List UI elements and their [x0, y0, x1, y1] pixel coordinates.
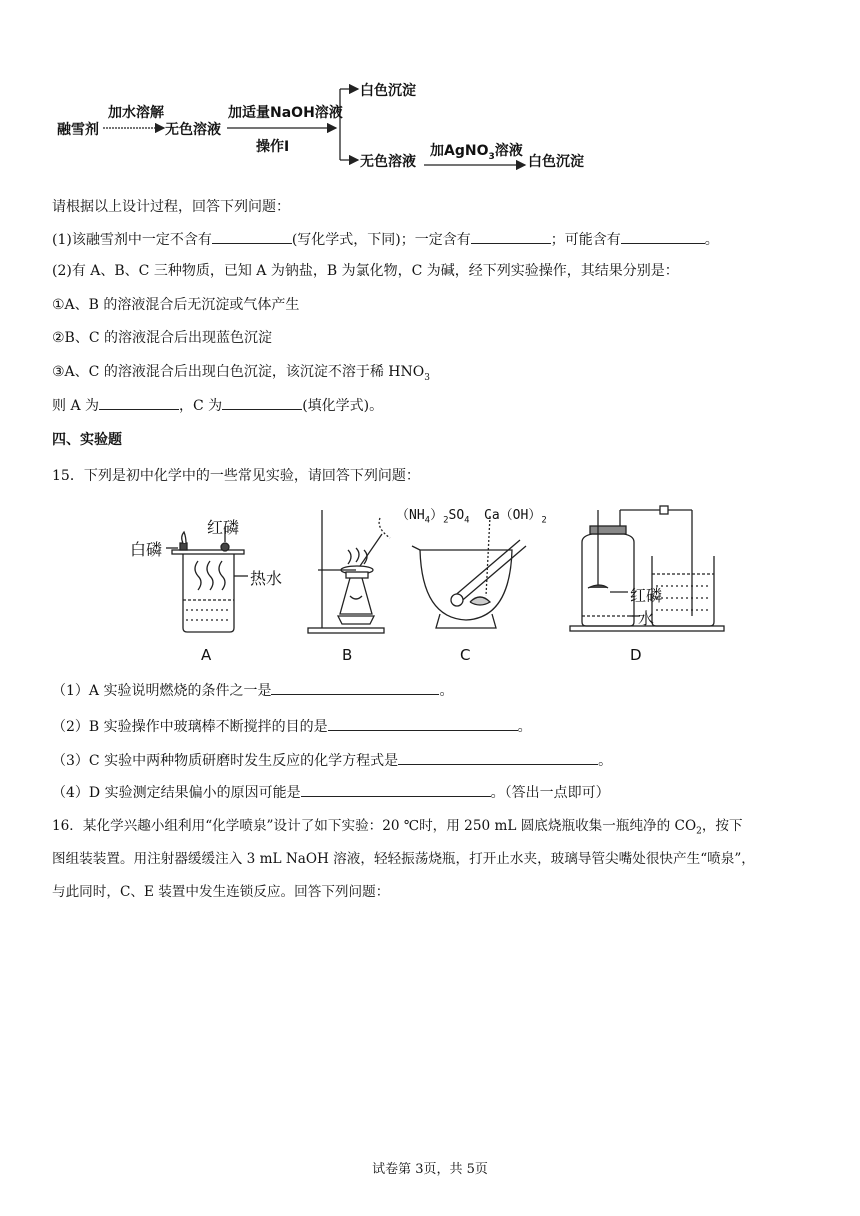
q14-part1: (1)该融雪剂中一定不含有 (写化学式，下同)；一定含有 ；可能含有 。: [52, 229, 719, 250]
flow-step2: 加适量NaOH溶液: [228, 105, 343, 121]
q16-line3: 与此同时，C、E 装置中发生连锁反应。回答下列问题：: [52, 884, 390, 900]
figure-b-label: B: [342, 646, 353, 664]
section-title: 四、实验题: [52, 432, 122, 448]
flow-bottom-result: 白色沉淀: [528, 154, 584, 170]
answer-blank[interactable]: [222, 395, 302, 410]
answer-blank[interactable]: [398, 750, 598, 765]
q15-stem: 15．下列是初中化学中的一些常见实验，请回答下列问题：: [52, 468, 420, 484]
figure-b: [308, 510, 384, 633]
figure-d-label: D: [630, 646, 642, 664]
q14-cond2: ②B、C 的溶液混合后出现蓝色沉淀: [52, 330, 273, 346]
figure-a: [166, 528, 248, 632]
q16-line2: 图组装装置。用注射器缓缓注入 3 mL NaOH 溶液，轻轻振荡烧瓶，打开止水夹，玻璃导管尖嘴处很快产生“喷泉”，: [52, 851, 755, 867]
flow-top-result: 白色沉淀: [360, 83, 416, 99]
flow-op: 操作Ⅰ: [256, 139, 290, 155]
answer-blank[interactable]: [328, 716, 518, 731]
figure-c-label: C: [460, 646, 471, 664]
page-footer: 试卷第 3页，共 5页: [372, 1162, 488, 1177]
q14-part2: (2)有 A、B、C 三种物质，已知 A 为钠盐，B 为氯化物，C 为碱，经下列实验操作，其结果分别是：: [52, 263, 679, 279]
q14-answer: 则 A 为 ，C 为 (填化学式)。: [52, 395, 383, 416]
q15-sub1: （1）A 实验说明燃烧的条件之一是 。: [52, 680, 453, 701]
flow-bottom-mid: 无色溶液: [360, 154, 416, 170]
q15-sub2: （2）B 实验操作中玻璃棒不断搅拌的目的是 。: [52, 716, 532, 737]
answer-blank[interactable]: [471, 229, 551, 244]
flow-step3: 加AgNO$_3$溶液: [430, 143, 523, 162]
q15-sub4: （4）D 实验测定结果偏小的原因可能是 。（答出一点即可）: [52, 782, 610, 803]
answer-blank[interactable]: [212, 229, 292, 244]
q14-cond1: ①A、B 的溶液混合后无沉淀或气体产生: [52, 297, 300, 313]
label-calcium-hydroxide: $Ca(OH)_2$: [484, 508, 547, 526]
label-d-water: 水: [638, 609, 655, 628]
flow-step1: 加水溶解: [108, 105, 164, 121]
flow-start: 融雪剂: [57, 122, 99, 138]
answer-blank[interactable]: [301, 782, 491, 797]
flow-mid: 无色溶液: [165, 122, 221, 138]
label-hot-water: 热水: [250, 569, 283, 588]
label-ammonium-sulfate: $(NH_4)_2SO_4$: [396, 508, 470, 526]
figure-c: [379, 516, 526, 628]
figure-a-label: A: [201, 646, 212, 664]
label-white-phosphorus: 白磷: [130, 540, 163, 559]
q16-line1: 16．某化学兴趣小组利用“化学喷泉”设计了如下实验：20 ℃时，用 250 mL 圆底烧瓶收集一瓶纯净的 $CO_2$，按下: [52, 818, 743, 837]
answer-blank[interactable]: [271, 680, 439, 695]
q15-sub3: （3）C 实验中两种物质研磨时发生反应的化学方程式是 。: [52, 750, 612, 771]
label-red-phosphorus: 红磷: [207, 518, 240, 537]
q14-cond3: ③A、C 的溶液混合后出现白色沉淀，该沉淀不溶于稀 $HNO_3$: [52, 364, 430, 383]
answer-blank[interactable]: [99, 395, 179, 410]
answer-blank[interactable]: [621, 229, 705, 244]
label-d-red-phosphorus: 红磷: [630, 586, 663, 605]
q14-intro: 请根据以上设计过程，回答下列问题：: [52, 199, 290, 215]
